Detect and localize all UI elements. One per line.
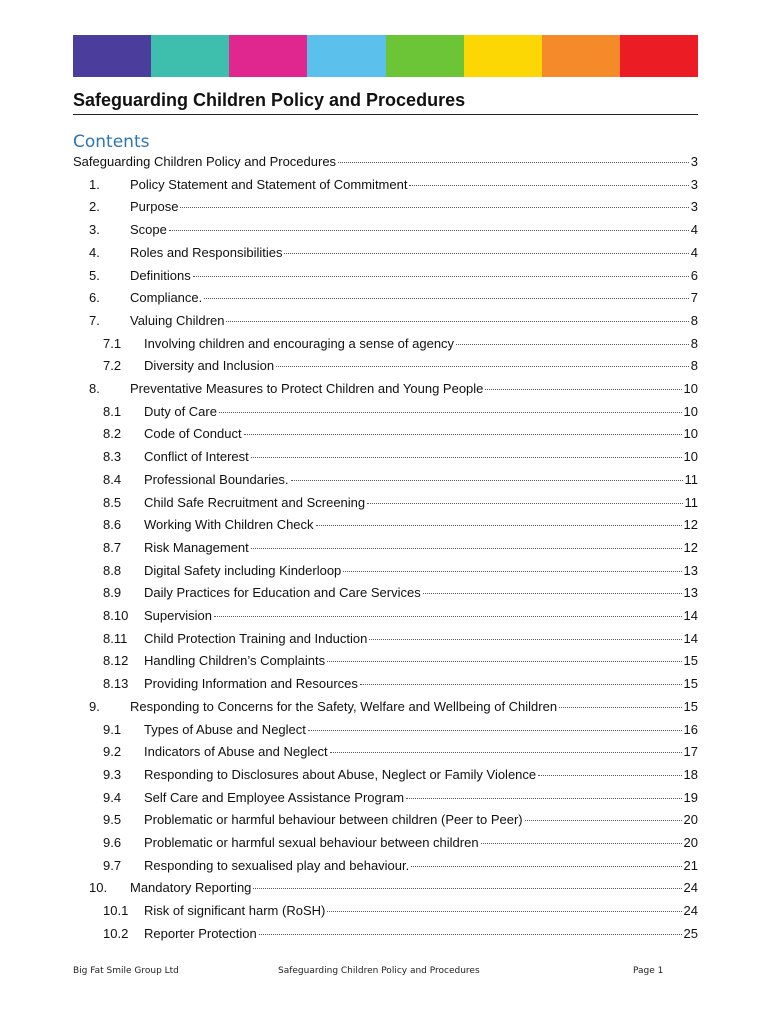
toc-entry-label: Mandatory Reporting xyxy=(130,880,252,896)
toc-dot-leader xyxy=(525,819,682,821)
toc-entry-page: 17 xyxy=(683,744,698,760)
toc-entry-label: Child Safe Recruitment and Screening xyxy=(144,494,366,510)
toc-entry[interactable] xyxy=(73,699,698,719)
toc-entry[interactable] xyxy=(73,653,698,673)
toc-entry[interactable] xyxy=(73,790,698,810)
toc-entry[interactable] xyxy=(73,358,698,378)
toc-entry-page: 20 xyxy=(683,812,698,828)
toc-entry-page: 11 xyxy=(684,471,698,487)
toc-entry-number: 8.10 xyxy=(103,608,129,623)
toc-entry[interactable] xyxy=(73,449,698,469)
toc-entry[interactable] xyxy=(73,426,698,446)
toc-entry-number: 8.4 xyxy=(103,471,122,487)
toc-dot-leader xyxy=(219,411,682,413)
toc-dot-leader xyxy=(169,229,689,231)
toc-entry-page: 8 xyxy=(690,358,698,374)
toc-entry-label: Roles and Responsibilities xyxy=(130,244,283,260)
header-color-bar xyxy=(73,35,698,77)
toc-dot-leader xyxy=(204,297,689,299)
toc-entry-label: Working With Children Check xyxy=(144,517,314,533)
toc-entry-page: 10 xyxy=(683,426,698,442)
toc-entry[interactable] xyxy=(73,903,698,923)
toc-entry-number: 10.2 xyxy=(103,925,129,941)
toc-entry-label: Preventative Measures to Protect Children and Young People xyxy=(130,381,484,396)
footer-document-title: Safeguarding Children Policy and Procedures xyxy=(278,966,480,976)
toc-entry-number: 8.13 xyxy=(103,676,129,692)
toc-entry-label: Types of Abuse and Neglect xyxy=(144,721,306,737)
toc-entry[interactable] xyxy=(73,245,698,265)
toc-entry-label: Providing Information and Resources xyxy=(144,676,358,692)
toc-entry-number: 8.12 xyxy=(103,653,129,669)
toc-entry-number: 10. xyxy=(89,880,108,896)
toc-entry-page: 14 xyxy=(683,608,698,623)
toc-dot-leader xyxy=(485,388,681,390)
toc-entry-label: Indicators of Abuse and Neglect xyxy=(144,744,328,760)
toc-dot-leader xyxy=(180,206,688,208)
toc-entry-label: Self Care and Employee Assistance Program xyxy=(144,789,405,805)
color-block-teal xyxy=(151,35,229,77)
toc-entry-number: 8.9 xyxy=(103,585,122,601)
toc-entry[interactable] xyxy=(73,290,698,310)
toc-entry-label: Risk Management xyxy=(144,539,249,555)
toc-entry-number: 8.2 xyxy=(103,426,122,442)
toc-entry-page: 4 xyxy=(690,222,698,238)
toc-entry[interactable] xyxy=(73,744,698,764)
toc-dot-leader xyxy=(244,433,682,435)
toc-entry[interactable] xyxy=(73,676,698,696)
toc-entry-number: 7. xyxy=(89,312,100,328)
toc-entry[interactable] xyxy=(73,767,698,787)
toc-entry[interactable] xyxy=(73,585,698,605)
toc-entry-page: 12 xyxy=(683,539,698,555)
toc-entry-label: Digital Safety including Kinderloop xyxy=(144,562,342,578)
toc-dot-leader xyxy=(423,592,682,594)
toc-entry-page: 13 xyxy=(683,562,698,578)
toc-entry-page: 3 xyxy=(690,199,698,215)
document-title: Safeguarding Children Policy and Procedures xyxy=(73,90,698,115)
toc-entry[interactable] xyxy=(73,313,698,333)
toc-entry-number: 9.7 xyxy=(103,857,122,873)
toc-dot-leader xyxy=(251,547,682,549)
toc-dot-leader xyxy=(276,365,689,367)
toc-entry[interactable] xyxy=(73,608,698,628)
toc-entry-number: 9.6 xyxy=(103,835,122,850)
footer-organisation: Big Fat Smile Group Ltd xyxy=(73,966,179,976)
toc-entry-label: Professional Boundaries. xyxy=(144,471,289,487)
toc-entry-number: 8.3 xyxy=(103,449,122,465)
toc-entry-number: 8. xyxy=(89,381,100,396)
toc-entry[interactable] xyxy=(73,880,698,900)
toc-dot-leader xyxy=(253,887,681,889)
toc-entry-label: Duty of Care xyxy=(144,403,217,419)
color-block-orange xyxy=(542,35,620,77)
toc-dot-leader xyxy=(214,615,682,617)
toc-entry-page: 4 xyxy=(690,244,698,260)
toc-entry-number: 9.4 xyxy=(103,789,122,805)
toc-entry[interactable] xyxy=(73,336,698,356)
toc-dot-leader xyxy=(343,570,681,572)
toc-dot-leader xyxy=(330,751,682,753)
toc-entry-page: 11 xyxy=(684,494,698,510)
toc-entry-label: Definitions xyxy=(130,267,191,283)
toc-entry-number: 2. xyxy=(89,199,100,215)
toc-entry-label: Code of Conduct xyxy=(144,426,242,442)
toc-entry-number: 8.11 xyxy=(103,630,128,646)
toc-entry[interactable] xyxy=(73,268,698,288)
toc-dot-leader xyxy=(538,774,681,776)
toc-entry-label: Reporter Protection xyxy=(144,925,257,941)
toc-dot-leader xyxy=(226,320,688,322)
toc-entry-page: 16 xyxy=(683,721,698,737)
toc-dot-leader xyxy=(193,275,689,277)
toc-dot-leader xyxy=(327,910,681,912)
toc-entry-page: 20 xyxy=(683,835,698,850)
toc-entry-label: Supervision xyxy=(144,608,212,623)
toc-dot-leader xyxy=(409,184,688,186)
toc-entry-number: 8.8 xyxy=(103,562,122,578)
toc-entry-label: Problematic or harmful sexual behaviour between children xyxy=(144,835,479,850)
toc-entry-label: Responding to Disclosures about Abuse, Neglect or Family Violence xyxy=(144,766,537,782)
toc-entry[interactable] xyxy=(73,199,698,219)
toc-entry-page: 12 xyxy=(683,517,698,533)
color-block-purple xyxy=(73,35,151,77)
toc-entry-page: 13 xyxy=(683,585,698,601)
toc-entry[interactable] xyxy=(73,177,698,197)
toc-entry[interactable] xyxy=(73,222,698,242)
toc-entry-page: 15 xyxy=(683,698,698,714)
color-block-magenta xyxy=(229,35,307,77)
toc-entry[interactable] xyxy=(73,517,698,537)
toc-entry-page: 7 xyxy=(690,290,698,306)
color-block-red xyxy=(620,35,698,77)
toc-dot-leader xyxy=(406,797,681,799)
toc-entry-page: 10 xyxy=(683,381,698,396)
toc-dot-leader xyxy=(291,479,683,481)
toc-entry-number: 3. xyxy=(89,222,100,238)
toc-entry-label: Scope xyxy=(130,222,167,238)
toc-entry-label: Diversity and Inclusion xyxy=(144,358,275,374)
toc-dot-leader xyxy=(284,252,688,254)
toc-entry-label: Conflict of Interest xyxy=(144,449,249,465)
toc-dot-leader xyxy=(559,706,681,708)
toc-dot-leader xyxy=(456,343,689,345)
toc-dot-leader xyxy=(316,524,682,526)
toc-entry-label: Risk of significant harm (RoSH) xyxy=(144,903,326,919)
toc-entry[interactable] xyxy=(73,835,698,855)
toc-entry-page: 21 xyxy=(683,857,698,873)
toc-entry-page: 3 xyxy=(690,154,698,169)
toc-entry-page: 24 xyxy=(683,903,698,919)
toc-entry-number: 9. xyxy=(89,698,100,714)
toc-dot-leader xyxy=(327,660,681,662)
toc-entry-number: 9.3 xyxy=(103,766,122,782)
toc-entry-number: 7.1 xyxy=(103,335,122,351)
toc-entry-number: 1. xyxy=(89,176,100,192)
toc-entry-number: 4. xyxy=(89,244,100,260)
toc-entry[interactable] xyxy=(73,926,698,946)
toc-dot-leader xyxy=(259,933,682,935)
toc-entry-number: 7.2 xyxy=(103,358,122,374)
toc-entry[interactable] xyxy=(73,404,698,424)
toc-entry-label: Involving children and encouraging a sense of agency xyxy=(144,335,455,351)
toc-entry[interactable] xyxy=(73,563,698,583)
toc-entry-page: 8 xyxy=(690,312,698,328)
footer-page-number: Page 1 xyxy=(633,966,664,976)
toc-entry-label: Compliance. xyxy=(130,290,203,306)
toc-dot-leader xyxy=(360,683,682,685)
toc-entry-page: 3 xyxy=(690,176,698,192)
toc-dot-leader xyxy=(308,729,682,731)
toc-dot-leader xyxy=(367,502,682,504)
toc-entry[interactable] xyxy=(73,540,698,560)
toc-entry[interactable] xyxy=(73,812,698,832)
toc-entry-label: Responding to sexualised play and behaviour. xyxy=(144,857,410,873)
toc-entry-page: 24 xyxy=(683,880,698,896)
toc-entry-page: 18 xyxy=(683,766,698,782)
toc-entry-number: 9.1 xyxy=(103,721,122,737)
toc-entry-page: 14 xyxy=(683,630,698,646)
toc-entry[interactable] xyxy=(73,472,698,492)
toc-entry[interactable] xyxy=(73,495,698,515)
toc-entry-label: Purpose xyxy=(130,199,179,215)
toc-entry-page: 10 xyxy=(683,403,698,419)
toc-entry-number: 8.6 xyxy=(103,517,122,533)
toc-entry[interactable] xyxy=(73,631,698,651)
toc-entry[interactable] xyxy=(73,722,698,742)
color-block-light-blue xyxy=(307,35,385,77)
toc-entry-number: 8.1 xyxy=(103,403,122,419)
toc-entry-number: 9.2 xyxy=(103,744,122,760)
contents-heading: Contents xyxy=(73,132,150,152)
toc-entry-page: 10 xyxy=(683,449,698,465)
toc-entry[interactable] xyxy=(73,154,698,174)
toc-dot-leader xyxy=(338,161,689,163)
toc-entry[interactable] xyxy=(73,381,698,401)
toc-entry-label: Daily Practices for Education and Care Services xyxy=(144,585,421,601)
toc-entry-label: Valuing Children xyxy=(130,312,225,328)
toc-entry-label: Problematic or harmful behaviour between children (Peer to Peer) xyxy=(144,812,523,828)
toc-entry-number: 9.5 xyxy=(103,812,122,828)
toc-entry-number: 8.7 xyxy=(103,539,122,555)
toc-entry-label: Handling Children’s Complaints xyxy=(144,653,326,669)
toc-entry-page: 6 xyxy=(690,267,698,283)
color-block-yellow xyxy=(464,35,542,77)
toc-entry-page: 8 xyxy=(690,335,698,351)
toc-entry-number: 6. xyxy=(89,290,100,306)
toc-entry-label: Safeguarding Children Policy and Procedures xyxy=(73,154,337,169)
toc-entry-number: 10.1 xyxy=(103,903,129,919)
toc-entry[interactable] xyxy=(73,858,698,878)
toc-entry-number: 8.5 xyxy=(103,494,122,510)
toc-dot-leader xyxy=(369,638,681,640)
toc-entry-number: 5. xyxy=(89,267,100,283)
toc-dot-leader xyxy=(481,842,682,844)
toc-entry-page: 15 xyxy=(683,653,698,669)
toc-dot-leader xyxy=(251,456,682,458)
toc-entry-label: Child Protection Training and Induction xyxy=(144,630,368,646)
toc-entry-page: 25 xyxy=(683,925,698,941)
toc-entry-page: 15 xyxy=(683,676,698,692)
toc-entry-label: Policy Statement and Statement of Commitment xyxy=(130,176,408,192)
toc-entry-label: Responding to Concerns for the Safety, Welfare and Wellbeing of Children xyxy=(130,698,558,714)
toc-entry-page: 19 xyxy=(683,789,698,805)
toc-dot-leader xyxy=(411,865,681,867)
color-block-green xyxy=(386,35,464,77)
